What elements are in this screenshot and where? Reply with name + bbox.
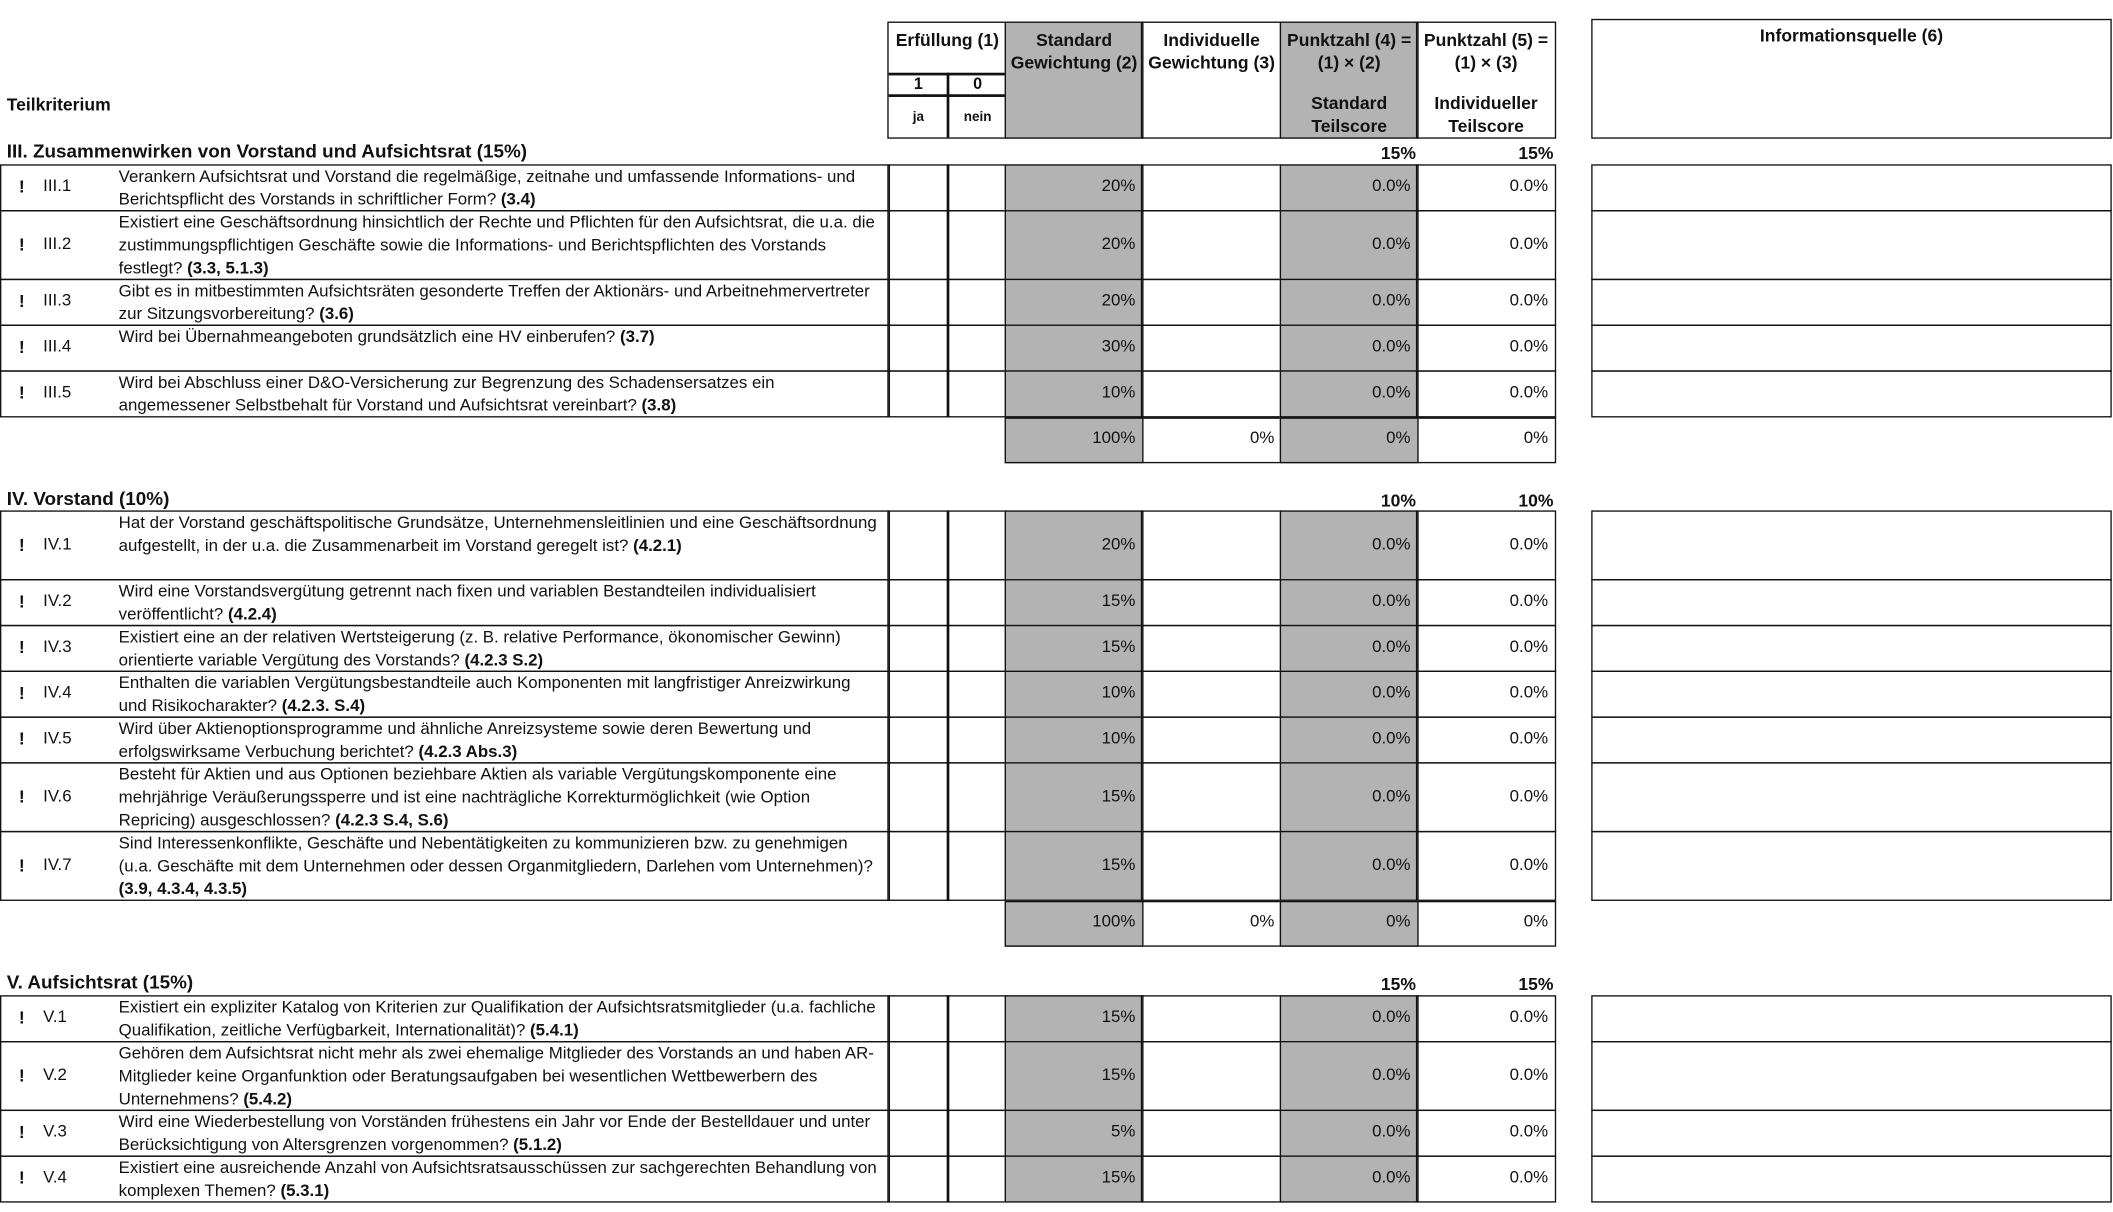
standard-weight: 10%	[1101, 728, 1136, 748]
criterion-code: IV.4	[43, 682, 72, 702]
individuelle-gewichtung-label: Individuelle Gewichtung (3)	[1148, 29, 1275, 73]
punktzahl5-label: Punktzahl (5) = (1) × (3)	[1423, 29, 1549, 73]
important-mark: !	[18, 591, 25, 612]
code-reference: (4.2.3. S.4)	[281, 696, 366, 716]
criterion-question	[119, 280, 881, 326]
sum-row	[0, 901, 2113, 947]
info-source-input[interactable]	[1591, 995, 2112, 1042]
info-source-input[interactable]	[1591, 1041, 2112, 1111]
erfuellung-one: 1	[913, 74, 923, 93]
individual-weight-input[interactable]	[1141, 164, 1283, 211]
info-source-input[interactable]	[1591, 325, 2112, 372]
code-reference: (4.2.3 S.4, S.6)	[335, 810, 449, 830]
individual-weight-input[interactable]	[1141, 279, 1283, 326]
question-text: Enthalten die variablen Vergütungsbestandteile auch Komponenten mit langfristiger Anreizwirkung und Risikocharakter?	[118, 673, 851, 716]
individual-score: 0.0%	[1509, 234, 1549, 254]
important-mark: !	[18, 855, 25, 876]
teilkriterium-label: Teilkriterium	[6, 94, 111, 115]
info-source-input[interactable]	[1591, 164, 2112, 211]
ja-checkbox[interactable]	[887, 831, 949, 901]
section-pct-individual: 15%	[1518, 142, 1554, 163]
important-mark: !	[18, 636, 25, 658]
individual-score: 0.0%	[1509, 636, 1549, 656]
informationsquelle-label: Informationsquelle (6)	[1759, 25, 1944, 46]
info-source-input[interactable]	[1591, 1110, 2112, 1157]
ja-checkbox[interactable]	[887, 625, 949, 672]
erfuellung-header	[887, 22, 1007, 139]
criterion-row	[0, 512, 2113, 581]
code-reference: (3.9, 4.3.4, 4.3.5)	[118, 879, 248, 899]
standard-score: 0.0%	[1372, 1167, 1411, 1187]
code-reference: (3.4)	[500, 189, 536, 209]
info-source-input[interactable]	[1591, 210, 2112, 280]
criterion-row	[0, 166, 2113, 212]
individual-score: 0.0%	[1509, 786, 1549, 806]
important-mark: !	[18, 290, 25, 312]
code-reference: (5.1.2)	[513, 1135, 562, 1155]
ja-checkbox[interactable]	[887, 210, 949, 280]
section-title: III. Zusammenwirken von Vorstand und Aufsichtsrat (15%)	[6, 140, 528, 162]
important-mark: !	[18, 1065, 25, 1086]
criterion-code: V.3	[43, 1121, 67, 1141]
individual-score: 0.0%	[1509, 728, 1549, 748]
important-mark: !	[18, 382, 25, 403]
criterion-row	[0, 764, 2113, 833]
ja-checkbox[interactable]	[887, 1110, 949, 1157]
standard-weight: 10%	[1101, 382, 1136, 402]
individual-score: 0.0%	[1509, 682, 1549, 702]
question-text: Existiert eine ausreichende Anzahl von Aufsichtsratsausschüssen zur sachgerechten Behandlung von komplexen Themen?	[118, 1158, 877, 1200]
criterion-row	[0, 672, 2113, 718]
code-reference: (3.7)	[620, 327, 655, 347]
ja-checkbox[interactable]	[887, 995, 949, 1042]
individual-score: 0.0%	[1509, 336, 1549, 356]
info-source-input[interactable]	[1591, 671, 2112, 718]
nein-checkbox[interactable]	[947, 325, 1008, 372]
standard-score: 0.0%	[1372, 1121, 1411, 1141]
nein-checkbox[interactable]	[947, 762, 1008, 832]
criterion-row	[0, 326, 2113, 372]
criterion-row	[0, 997, 2113, 1043]
nein-checkbox[interactable]	[947, 995, 1008, 1042]
info-source-input[interactable]	[1591, 579, 2112, 626]
sum-individual-score: 0%	[1523, 911, 1549, 931]
individual-score: 0.0%	[1509, 1167, 1549, 1187]
code-reference: (5.3.1)	[280, 1181, 330, 1200]
section-pct-individual: 10%	[1518, 490, 1554, 511]
individual-score: 0.0%	[1509, 1007, 1549, 1027]
individuelle-gewichtung-header	[1141, 22, 1283, 139]
info-source-input[interactable]	[1591, 1155, 2112, 1202]
standard-weight: 5%	[1111, 1121, 1136, 1141]
standard-weight: 20%	[1101, 534, 1136, 554]
nein-checkbox[interactable]	[947, 671, 1008, 718]
criterion-question	[119, 1111, 881, 1157]
standard-weight: 20%	[1101, 176, 1136, 196]
sum-individual-weight: 0%	[1249, 428, 1275, 448]
individual-score: 0.0%	[1509, 534, 1549, 554]
nein-checkbox[interactable]	[947, 210, 1008, 280]
standard-score: 0.0%	[1372, 290, 1411, 310]
important-mark: !	[18, 728, 25, 749]
code-reference: (5.4.1)	[530, 1020, 579, 1040]
important-mark: !	[18, 336, 25, 357]
individual-score: 0.0%	[1509, 855, 1549, 875]
section-pct-standard: 15%	[1380, 973, 1416, 994]
ja-checkbox[interactable]	[887, 716, 949, 763]
criterion-code: V.4	[43, 1167, 67, 1187]
question-text: Besteht für Aktien und aus Optionen beziehbare Aktien als variable Vergütungskomponente eine mehrjährige Veräußerungssperre und ist eine nachträgliche Korrekturmöglichkeit (wie Option Repricing) ausgeschlossen?	[118, 764, 837, 830]
code-reference: (4.2.1)	[633, 535, 682, 555]
criterion-code: V.1	[43, 1007, 67, 1027]
section-pct-individual: 15%	[1518, 973, 1554, 994]
standard-score: 0.0%	[1372, 728, 1411, 748]
info-source-input[interactable]	[1591, 716, 2112, 763]
individual-weight-input[interactable]	[1141, 210, 1283, 280]
question-text: Wird eine Wiederbestellung von Vorständen frühestens ein Jahr vor Ende der Bestelldauer und unter Berücksichtigung von Altersgrenzen vorgenommen?	[118, 1112, 871, 1155]
standard-weight: 15%	[1101, 591, 1136, 611]
important-mark: !	[18, 234, 25, 255]
criterion-question	[119, 832, 881, 901]
important-mark: !	[18, 176, 25, 197]
code-reference: (4.2.3 Abs.3)	[418, 742, 518, 761]
criterion-row	[0, 1111, 2113, 1157]
individual-weight-input[interactable]	[1141, 579, 1283, 626]
ja-checkbox[interactable]	[887, 1041, 949, 1111]
criterion-question	[119, 626, 881, 672]
criterion-code: III.3	[43, 290, 72, 310]
criterion-question	[119, 672, 881, 718]
erfuellung-label: Erfüllung (1)	[895, 29, 999, 50]
question-text: Wird bei Übernahmeangeboten grundsätzlich eine HV einberufen?	[118, 327, 616, 347]
standard-gewichtung-header	[1005, 22, 1144, 139]
criterion-question	[119, 997, 881, 1043]
section-title: V. Aufsichtsrat (15%)	[6, 970, 194, 993]
criterion-question	[119, 372, 881, 418]
standard-gewichtung-label: Standard Gewichtung (2)	[1010, 29, 1138, 73]
standard-weight: 20%	[1101, 234, 1136, 254]
punktzahl5-header	[1416, 22, 1556, 139]
standard-score: 0.0%	[1372, 234, 1411, 254]
sum-standard-score: 0%	[1386, 428, 1411, 448]
section-pct-standard: 15%	[1380, 142, 1416, 163]
sum-standard-score: 0%	[1386, 911, 1411, 931]
code-reference: (3.3, 5.1.3)	[187, 258, 269, 278]
criterion-code: III.1	[43, 176, 72, 196]
standard-score: 0.0%	[1372, 682, 1411, 702]
nein-checkbox[interactable]	[947, 579, 1008, 626]
criterion-row	[0, 626, 2113, 672]
individual-weight-input[interactable]	[1141, 716, 1283, 763]
ja-checkbox[interactable]	[887, 370, 949, 417]
sum-standard-weight: 100%	[1092, 428, 1136, 448]
individual-weight-input[interactable]	[1141, 1155, 1283, 1202]
nein-checkbox[interactable]	[947, 716, 1008, 763]
individual-weight-input[interactable]	[1141, 325, 1283, 372]
important-mark: !	[18, 786, 25, 807]
ja-checkbox[interactable]	[887, 325, 949, 372]
standard-score: 0.0%	[1372, 382, 1411, 402]
individual-score: 0.0%	[1509, 1065, 1549, 1085]
standard-score: 0.0%	[1372, 855, 1411, 875]
code-reference: (4.2.3 S.2)	[464, 650, 544, 670]
criterion-row	[0, 832, 2113, 901]
punktzahl5-sub: Individueller Teilscore	[1434, 92, 1538, 137]
criterion-code: V.2	[43, 1065, 67, 1085]
section-title: IV. Vorstand (10%)	[6, 487, 170, 510]
important-mark: !	[18, 682, 25, 703]
criterion-code: IV.5	[43, 728, 72, 748]
individual-score: 0.0%	[1509, 290, 1549, 310]
criterion-question	[119, 326, 881, 349]
sum-row	[0, 417, 2113, 463]
standard-score: 0.0%	[1372, 591, 1411, 611]
question-text: Hat der Vorstand geschäftspolitische Grundsätze, Unternehmensleitlinien und eine Geschäftsordnung aufgestellt, in der u.a. die Zusammenarbeit im Vorstand geregelt ist?	[118, 513, 877, 555]
criterion-question	[119, 1157, 881, 1203]
code-reference: (3.8)	[641, 395, 677, 415]
criterion-code: IV.7	[43, 855, 72, 875]
standard-score: 0.0%	[1372, 786, 1411, 806]
individual-weight-input[interactable]	[1141, 762, 1283, 832]
standard-weight: 30%	[1101, 336, 1136, 356]
ja-label: ja	[912, 110, 924, 126]
individual-weight-input[interactable]	[1141, 625, 1283, 672]
criterion-code: IV.6	[43, 786, 72, 806]
criterion-row	[0, 718, 2113, 764]
section-pct-standard: 10%	[1380, 490, 1416, 511]
criterion-question	[119, 166, 881, 212]
individual-weight-input[interactable]	[1141, 1110, 1283, 1157]
important-mark: !	[18, 1167, 25, 1188]
individual-weight-input[interactable]	[1141, 995, 1283, 1042]
important-mark: !	[18, 1121, 25, 1143]
nein-checkbox[interactable]	[947, 510, 1008, 580]
criterion-row	[0, 1157, 2113, 1203]
standard-score: 0.0%	[1372, 176, 1411, 196]
code-reference: (5.4.2)	[243, 1089, 293, 1109]
criterion-question	[119, 764, 881, 833]
criterion-code: IV.1	[43, 534, 72, 554]
individual-score: 0.0%	[1509, 382, 1549, 402]
individual-score: 0.0%	[1509, 591, 1549, 611]
individual-weight-input[interactable]	[1141, 370, 1283, 417]
info-source-input[interactable]	[1591, 510, 2112, 580]
criterion-row	[0, 280, 2113, 326]
code-reference: (4.2.4)	[228, 604, 277, 624]
criterion-code: III.5	[43, 382, 72, 402]
sum-standard-weight: 100%	[1092, 911, 1136, 931]
info-source-input[interactable]	[1591, 370, 2112, 417]
nein-checkbox[interactable]	[947, 831, 1008, 901]
criterion-row	[0, 580, 2113, 626]
criterion-question	[119, 1042, 881, 1111]
punktzahl4-label: Punktzahl (4) = (1) × (2)	[1287, 29, 1412, 73]
info-source-input[interactable]	[1591, 831, 2112, 901]
info-source-input[interactable]	[1591, 279, 2112, 326]
individual-weight-input[interactable]	[1141, 831, 1283, 901]
punktzahl4-sub: Standard Teilscore	[1311, 92, 1388, 137]
standard-weight: 15%	[1101, 1167, 1136, 1187]
question-text: Sind Interessenkonflikte, Geschäfte und Nebentätigkeiten zu kommunizieren bzw. zu genehmigen (u.a. Geschäfte mit dem Unternehmen oder dessen Organmitgliedern, Darlehen vom Unternehmen)?	[118, 833, 873, 876]
standard-weight: 10%	[1101, 682, 1136, 702]
standard-score: 0.0%	[1372, 1007, 1411, 1027]
criterion-question	[119, 211, 881, 280]
criterion-question	[119, 718, 881, 764]
ja-checkbox[interactable]	[887, 164, 949, 211]
criterion-code: III.2	[43, 234, 72, 254]
nein-checkbox[interactable]	[947, 164, 1008, 211]
code-reference: (3.6)	[319, 304, 354, 324]
important-mark: !	[18, 1007, 25, 1028]
criterion-code: III.4	[43, 336, 72, 356]
ja-checkbox[interactable]	[887, 279, 949, 326]
important-mark: !	[18, 534, 25, 555]
ja-checkbox[interactable]	[887, 579, 949, 626]
nein-checkbox[interactable]	[947, 625, 1008, 672]
standard-score: 0.0%	[1372, 636, 1411, 656]
nein-checkbox[interactable]	[947, 1155, 1008, 1202]
sum-individual-weight: 0%	[1249, 911, 1275, 931]
ja-checkbox[interactable]	[887, 762, 949, 832]
question-text: Verankern Aufsichtsrat und Vorstand die regelmäßige, zeitnahe und umfassende Informations- und Berichtspflicht des Vorstands in schriftlicher Form?	[118, 166, 856, 209]
informationsquelle-header	[1591, 19, 2112, 139]
question-text: Wird bei Abschluss einer D&O-Versicherung zur Begrenzung des Schadensersatzes ein angemessener Selbstbehalt für Vorstand und Aufsichtsrat vereinbart?	[118, 373, 775, 415]
standard-weight: 15%	[1101, 1065, 1136, 1085]
nein-checkbox[interactable]	[947, 1041, 1008, 1111]
standard-weight: 15%	[1101, 1007, 1136, 1027]
criterion-row	[0, 372, 2113, 418]
erfuellung-zero: 0	[973, 74, 983, 93]
individual-score: 0.0%	[1509, 176, 1549, 196]
sum-individual-score: 0%	[1523, 428, 1549, 448]
ja-checkbox[interactable]	[887, 671, 949, 718]
nein-checkbox[interactable]	[947, 370, 1008, 417]
standard-score: 0.0%	[1372, 534, 1411, 554]
criterion-question	[119, 512, 881, 558]
standard-weight: 15%	[1101, 855, 1136, 875]
individual-weight-input[interactable]	[1141, 510, 1283, 580]
standard-weight: 20%	[1101, 290, 1136, 310]
standard-score: 0.0%	[1372, 336, 1411, 356]
info-source-input[interactable]	[1591, 625, 2112, 672]
individual-weight-input[interactable]	[1141, 1041, 1283, 1111]
question-text: Gibt es in mitbestimmten Aufsichtsräten gesonderte Treffen der Aktionärs- und Arbeitnehmervertreter zur Sitzungsvorbereitung?	[118, 281, 870, 324]
individual-weight-input[interactable]	[1141, 671, 1283, 718]
question-text: Gehören dem Aufsichtsrat nicht mehr als zwei ehemalige Mitglieder des Vorstands an und haben AR-Mitglieder keine Organfunktion oder Beratungsaufgaben bei wesentlichen Wettbewerbern des Unternehmens?	[118, 1043, 874, 1109]
criterion-question	[119, 580, 881, 626]
criterion-row	[0, 211, 2113, 280]
criterion-row	[0, 1042, 2113, 1111]
ja-checkbox[interactable]	[887, 1155, 949, 1202]
standard-weight: 15%	[1101, 786, 1136, 806]
info-source-input[interactable]	[1591, 762, 2112, 832]
individual-score: 0.0%	[1509, 1121, 1549, 1141]
ja-checkbox[interactable]	[887, 510, 949, 580]
standard-weight: 15%	[1101, 636, 1136, 656]
nein-label: nein	[963, 110, 992, 126]
question-text: Existiert eine Geschäftsordnung hinsichtlich der Rechte und Pflichten für den Aufsichtsrat, die u.a. die zustimmungspflichtigen Geschäfte sowie die Informations- und Berichtspflichten des Vorstands festlegt?	[118, 212, 875, 278]
question-text: Wird über Aktienoptionsprogramme und ähnliche Anreizsysteme sowie deren Bewertung und erfolgswirksame Verbuchung berichtet?	[118, 719, 812, 761]
question-text: Existiert ein expliziter Katalog von Kriterien zur Qualifikation der Aufsichtsratsmitglieder (u.a. fachliche Qualifikation, zeitliche Verfügbarkeit, Internationalität)?	[118, 997, 876, 1040]
criterion-code: IV.3	[43, 636, 72, 656]
nein-checkbox[interactable]	[947, 1110, 1008, 1157]
punktzahl4-header	[1280, 22, 1419, 139]
question-text: Existiert eine an der relativen Wertsteigerung (z. B. relative Performance, ökonomischer Gewinn) orientierte variable Vergütung des Vorstands?	[118, 627, 841, 670]
question-text: Wird eine Vorstandsvergütung getrennt nach fixen und variablen Bestandteilen individualisiert veröffentlicht?	[118, 581, 816, 624]
nein-checkbox[interactable]	[947, 279, 1008, 326]
standard-score: 0.0%	[1372, 1065, 1411, 1085]
criterion-code: IV.2	[43, 591, 72, 611]
